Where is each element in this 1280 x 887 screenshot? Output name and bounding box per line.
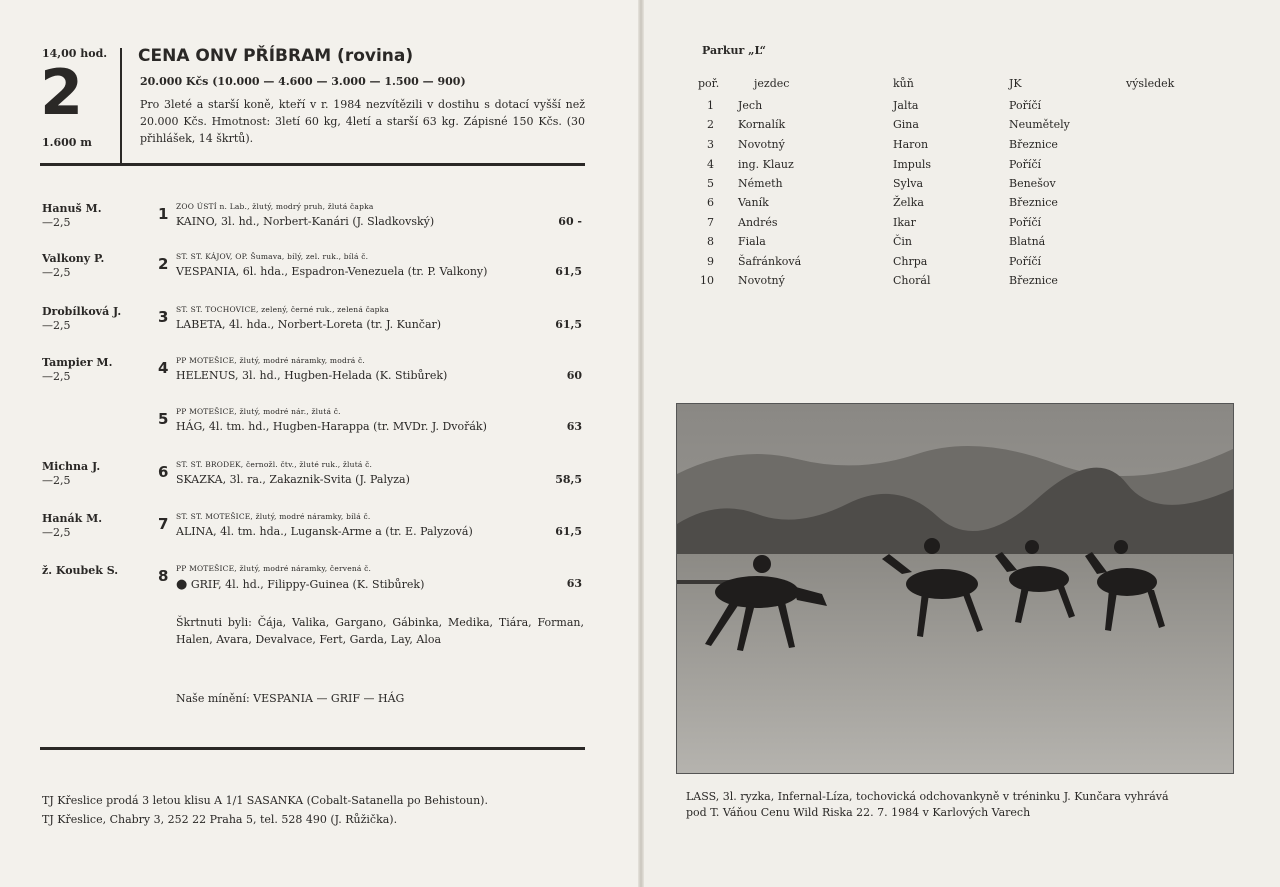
race-prizes: 20.000 Kčs (10.000 — 4.600 — 3.000 — 1.500 — 900)	[140, 75, 466, 88]
cell-club: Březnice	[1009, 138, 1058, 151]
scratched-list: Škrtnuti byli: Čája, Valika, Gargano, Gábinka, Medika, Tiára, Forman, Halen, Avara, Devalvace, Fert, Garda, Lay, Aloa	[176, 616, 584, 646]
jockey-handicap: —2,5	[42, 370, 71, 383]
col-header-rider: jezdec	[754, 77, 790, 90]
jockey-name: Drobílková J.	[42, 305, 122, 318]
owner-colors: PP MOTEŠICE, žlutý, modré nár., žlutá č.	[176, 407, 341, 416]
table-row	[0, 138, 1058, 158]
col-header-horse: kůň	[893, 77, 914, 90]
start-number: 4	[158, 359, 169, 377]
horse-info	[176, 369, 447, 382]
owner-colors: ST. ST. KÁJOV, OP. Šumava, bílý, zel. ruk., bílá č.	[176, 252, 369, 261]
cell-horse: Želka	[893, 196, 924, 209]
cell-club: Poříčí	[1009, 99, 1042, 112]
footer-rule	[40, 747, 585, 750]
start-number: 5	[158, 410, 169, 428]
cell-order: 1	[707, 99, 714, 112]
cell-club: Březnice	[1009, 196, 1058, 209]
horse-weight: 58,5	[555, 473, 582, 486]
horse-info	[176, 318, 441, 331]
cell-order: 9	[707, 255, 714, 268]
advert-line-2: TJ Křeslice, Chabry 3, 252 22 Praha 5, tel. 528 490 (J. Růžička).	[42, 813, 398, 826]
cell-rider: Kornalík	[738, 118, 786, 131]
start-number: 1	[158, 205, 169, 223]
photo-caption-line-1: LASS, 3l. ryzka, Infernal-Líza, tochovická odchovankyně v tréninku J. Kunčara vyhrává	[686, 790, 1169, 803]
start-number: 7	[158, 515, 169, 533]
cell-rider: Jech	[738, 99, 763, 112]
cell-rider: Németh	[738, 177, 783, 190]
horse-info	[176, 473, 410, 486]
cell-horse: Čin	[893, 235, 913, 248]
cell-rider: Andrés	[738, 216, 778, 229]
horse-text: VESPANIA, 6l. hda., Espadron-Venezuela (tr. P. Valkony)	[176, 265, 488, 278]
horse-text: HÁG, 4l. tm. hd., Hugben-Harappa (tr. MVDr. J. Dvořák)	[176, 420, 487, 433]
table-row	[0, 235, 1046, 255]
cell-horse: Jalta	[893, 99, 919, 112]
start-number: 6	[158, 463, 169, 481]
entry-row	[0, 305, 640, 355]
table-row	[0, 99, 1042, 119]
cell-rider: ing. Klauz	[738, 158, 794, 171]
jockey-name: Michna J.	[42, 460, 101, 473]
table-row	[0, 216, 1042, 236]
horse-weight: 60	[566, 369, 582, 382]
race-conditions: Pro 3leté a starší koně, kteří v r. 1984 nezvítězili v dostihu s dotací vyšší než 20.000 Kčs. Hmotnost: 3letí 60 kg, 4letí a starší 63 kg. Zápisné 150 Kčs. (30 přihlášek, 14 škrtů).	[140, 98, 585, 145]
start-number: 3	[158, 308, 169, 326]
cell-horse: Chrpa	[893, 255, 928, 268]
cell-order: 4	[707, 158, 714, 171]
race-time: 14,00 hod.	[42, 47, 108, 60]
jockey-handicap: —2,5	[42, 319, 71, 332]
horse-info	[176, 420, 487, 433]
owner-colors: PP MOTEŠICE, žlutý, modré náramky, červená č.	[176, 564, 372, 573]
cell-club: Poříčí	[1009, 255, 1042, 268]
table-row	[0, 118, 1070, 138]
cell-order: 10	[700, 274, 714, 287]
photo-caption-line-2: pod T. Váňou Cenu Wild Riska 22. 7. 1984 v Karlových Varech	[686, 806, 1031, 819]
owner-colors: ST. ST. MOTEŠICE, žlutý, modré náramky, bílá č.	[176, 512, 371, 521]
start-number: 2	[158, 255, 169, 273]
table-row	[0, 177, 1056, 197]
col-header-result: výsledek	[1126, 77, 1175, 90]
jockey-handicap: —2,5	[42, 474, 71, 487]
cell-horse: Chorál	[893, 274, 931, 287]
tip-opinion: Naše mínění: VESPANIA — GRIF — HÁG	[176, 692, 405, 705]
cell-horse: Haron	[893, 138, 929, 151]
owner-colors: PP MOTEŠICE, žlutý, modré náramky, modrá č.	[176, 356, 365, 365]
owner-colors: ST. ST. BRODEK, černožl. čtv., žluté ruk., žlutá č.	[176, 460, 373, 469]
horse-text: GRIF, 4l. hd., Filippy-Guinea (K. Stibůrek)	[190, 578, 425, 591]
parkur-title: Parkur „L“	[702, 44, 766, 57]
owner-colors: ST. ST. TOCHOVICE, zelený, černé ruk., zelená čapka	[176, 305, 390, 314]
cell-order: 3	[707, 138, 714, 151]
owner-colors: ZOO ÚSTÍ n. Lab., žlutý, modrý pruh, žlutá čapka	[176, 202, 374, 211]
entry-row	[0, 564, 640, 614]
advert-line-1: TJ Křeslice prodá 3 letou klisu A 1/1 SASANKA (Cobalt-Satanella po Behistoun).	[42, 794, 488, 807]
horse-weight: 63	[566, 577, 582, 590]
start-number: 8	[158, 567, 169, 585]
cell-club: Poříčí	[1009, 158, 1042, 171]
horse-weight: 61,5	[555, 265, 582, 278]
cell-horse: Impuls	[893, 158, 932, 171]
col-header-club: JK	[1009, 77, 1022, 90]
jockey-handicap: —2,5	[42, 266, 71, 279]
horse-text: KAINO, 3l. hd., Norbert-Kanári (J. Sladkovský)	[176, 215, 435, 228]
cell-order: 7	[707, 216, 714, 229]
table-row	[0, 255, 1042, 275]
race-number: 2	[40, 56, 84, 129]
horse-weight: 60 -	[558, 215, 582, 228]
horse-info	[176, 525, 473, 538]
entry-row	[0, 407, 640, 457]
horse-text: HELENUS, 3l. hd., Hugben-Helada (K. Stibůrek)	[176, 369, 448, 382]
table-row	[0, 196, 1058, 216]
table-row	[0, 158, 1042, 178]
cell-rider: Novotný	[738, 274, 785, 287]
entry-row	[0, 512, 640, 562]
jockey-name: ž. Koubek S.	[42, 564, 119, 577]
cell-order: 5	[707, 177, 714, 190]
horse-weight: 61,5	[555, 318, 582, 331]
cell-order: 2	[707, 118, 714, 131]
jockey-handicap: —2,5	[42, 216, 71, 229]
jockey-name: Hanuš M.	[42, 202, 102, 215]
jockey-handicap: —2,5	[42, 526, 71, 539]
horse-text: LABETA, 4l. hda., Norbert-Loreta (tr. J. Kunčar)	[176, 318, 442, 331]
entry-row	[0, 460, 640, 510]
horse-text: ALINA, 4l. tm. hda., Lugansk-Arme a (tr. E. Palyzová)	[176, 525, 473, 538]
cell-horse: Gina	[893, 118, 919, 131]
cell-horse: Ikar	[893, 216, 916, 229]
race-title: CENA ONV PŘÍBRAM (rovina)	[138, 46, 414, 66]
cell-rider: Fiala	[738, 235, 766, 248]
jockey-name: Hanák M.	[42, 512, 103, 525]
col-header-order: poř.	[698, 77, 720, 90]
cell-club: Benešov	[1009, 177, 1056, 190]
cell-order: 8	[707, 235, 714, 248]
cell-club: Neumětely	[1009, 118, 1070, 131]
favorite-marker: ●	[176, 577, 188, 592]
table-row	[0, 274, 1058, 294]
cell-club: Březnice	[1009, 274, 1058, 287]
cell-rider: Vaník	[738, 196, 769, 209]
cell-club: Poříčí	[1009, 216, 1042, 229]
cell-rider: Novotný	[738, 138, 785, 151]
cell-rider: Šafránková	[738, 255, 802, 268]
entry-row	[0, 356, 640, 406]
race-distance: 1.600 m	[42, 136, 92, 149]
race-photo	[676, 403, 1234, 774]
cell-order: 6	[707, 196, 714, 209]
horse-weight: 61,5	[555, 525, 582, 538]
horse-text: SKAZKA, 3l. ra., Zakaznik-Svita (J. Palyza)	[176, 473, 410, 486]
jockey-name: Tampier M.	[42, 356, 113, 369]
horse-weight: 63	[566, 420, 582, 433]
cell-horse: Sylva	[893, 177, 924, 190]
jockey-name: Valkony P.	[42, 252, 105, 265]
horse-info	[176, 577, 424, 592]
cell-club: Blatná	[1009, 235, 1046, 248]
